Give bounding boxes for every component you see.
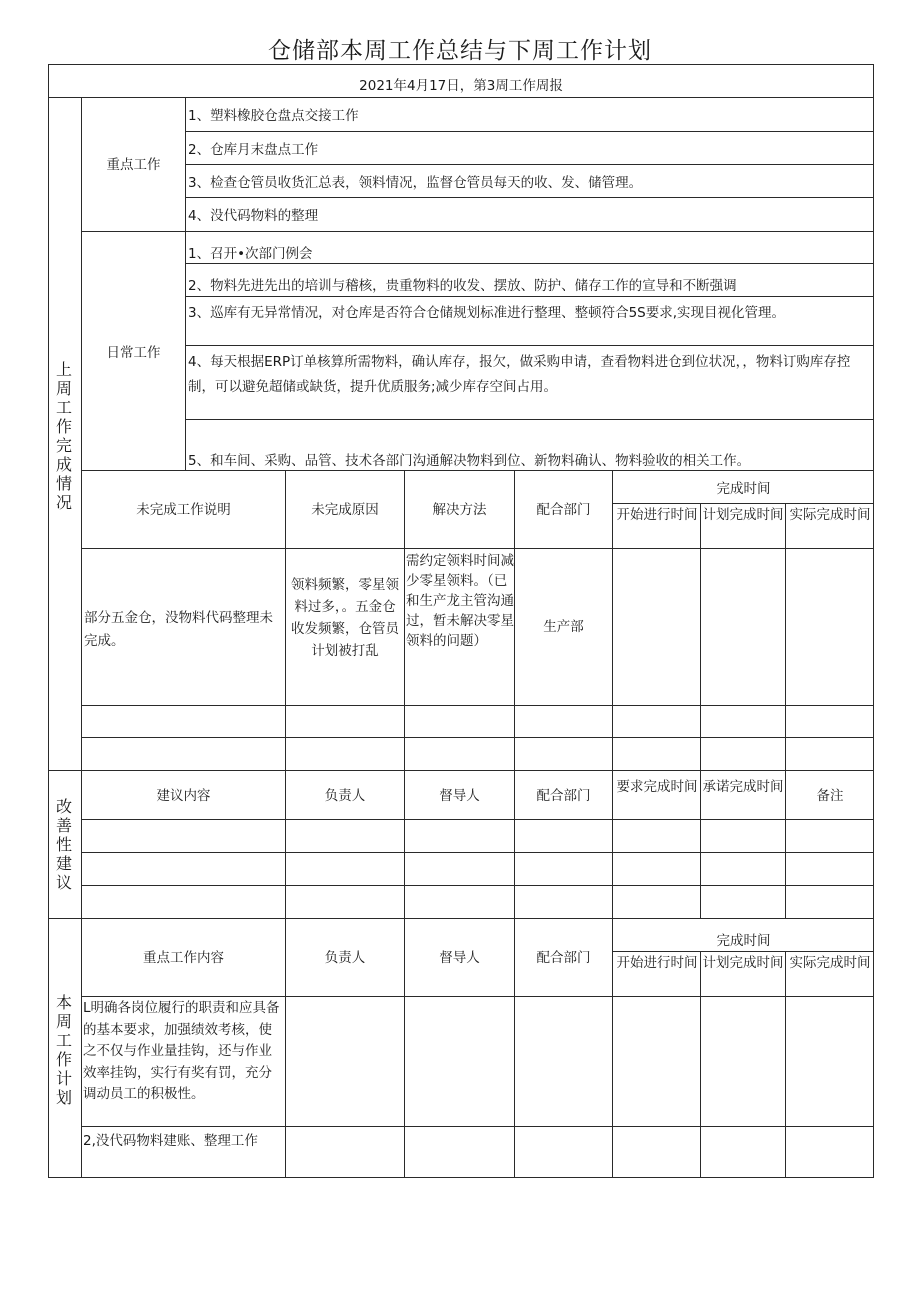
col-header: 解决方法 (432, 502, 487, 518)
page-title: 仓储部本周工作总结与下周工作计划 (268, 38, 652, 64)
col-header: 未完成工作说明 (136, 502, 231, 518)
plan-header: 计划完成时间 (702, 955, 784, 971)
col-header: 开始进行时间 (616, 507, 698, 523)
col-header: 未完成原因 (311, 502, 379, 518)
plan-header: 督导人 (439, 950, 480, 966)
section-label-improvement: 改善性建议 (55, 797, 72, 892)
improvement-header: 要求完成时间 (616, 779, 698, 795)
key-work-item: 4、没代码物料的整理 (188, 208, 319, 224)
daily-work-label: 日常工作 (106, 345, 161, 361)
unfinished-reason: 领料频繁，零星领料过多，。五金仓收发频繁，仓管员计划被打乱 (291, 577, 399, 659)
report-table (48, 64, 874, 1178)
improvement-header: 备注 (816, 788, 844, 804)
key-work-label: 重点工作 (106, 157, 161, 173)
key-work-item: 3、检查仓管员收货汇总表，领料情况，监督仓管员每天的收、发、储管理。 (188, 175, 643, 191)
section-label-last-week: 上周工作完成情况 (55, 360, 72, 512)
improvement-header: 承诺完成时间 (702, 779, 784, 795)
col-header: 计划完成时间 (702, 507, 784, 523)
plan-header: 负责人 (324, 950, 366, 966)
col-header: 实际完成时间 (789, 507, 871, 523)
daily-work-item: 4、每天根据ERP订单核算所需物料，确认库存，报欠，做采购申请，查看物料进仓到位状况，，物料订购库存控制，可以避免超储或缺货，提升优质服务;减少库存空间占用。 (188, 354, 851, 395)
plan-header: 完成时间 (716, 933, 771, 949)
key-work-item: 2、仓库月末盘点工作 (188, 142, 319, 158)
col-header: 配合部门 (536, 502, 591, 518)
unfinished-dept: 生产部 (543, 619, 584, 635)
daily-work-item: 2、物料先进先出的培训与稽核，贵重物料的收发、摆放、防护、储存工作的宣导和不断强调 (188, 278, 737, 294)
improvement-header: 督导人 (439, 788, 480, 804)
improvement-header: 配合部门 (536, 788, 591, 804)
daily-work-item: 5、和车间、采购、品管、技术各部门沟通解决物料到位、新物料确认、物料验收的相关工作。 (188, 453, 751, 469)
plan-item: 2,没代码物料建账、整理工作 (83, 1133, 258, 1149)
report-date: 2021年4月17日，第3周工作周报 (359, 78, 563, 94)
plan-item: L明确各岗位履行的职责和应具备的基本要求，加强绩效考核，使之不仅与作业量挂钩，还与作业效率挂钩，实行有奖有罚，充分调动员工的积极性。 (83, 1000, 280, 1102)
improvement-header: 建议内容 (156, 788, 211, 804)
improvement-header: 负责人 (324, 788, 366, 804)
daily-work-item: 1、召开•次部门例会 (188, 246, 313, 262)
plan-header: 配合部门 (536, 950, 591, 966)
col-header: 完成时间 (716, 481, 771, 497)
plan-header: 开始进行时间 (616, 955, 698, 971)
unfinished-desc: 部分五金仓，没物料代码整理未完成。 (84, 610, 273, 649)
daily-work-item: 3、巡库有无异常情况，对仓库是否符合仓储规划标准进行整理、整顿符合5S要求,实现目视化管理。 (188, 305, 786, 321)
section-label-this-week: 本周工作计划 (55, 993, 72, 1107)
key-work-item: 1、塑料橡胶仓盘点交接工作 (188, 108, 359, 124)
plan-header: 实际完成时间 (789, 955, 871, 971)
plan-header: 重点工作内容 (143, 950, 224, 966)
unfinished-solution: 需约定领料时间减少零星领料。（已和生产龙主管沟通过，暂未解决零星领料的问题） (406, 553, 514, 649)
